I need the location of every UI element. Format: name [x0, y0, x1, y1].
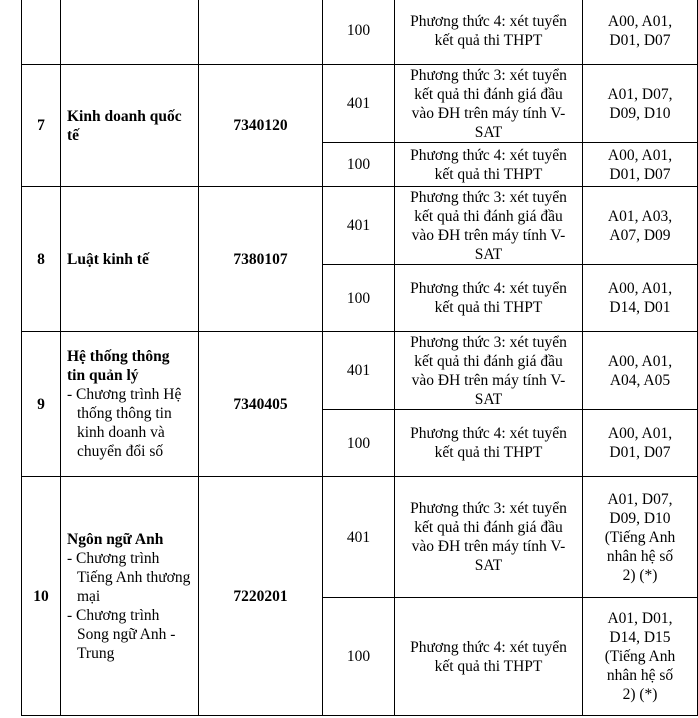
- method-desc-line: vào ĐH trên máy tính V-: [411, 371, 566, 389]
- program-line: Trung: [77, 644, 115, 662]
- method-desc-line: kết quả thi THPT: [434, 31, 543, 49]
- major-name-cell: [61, 0, 199, 65]
- stt-cell: 8: [22, 187, 61, 332]
- method-desc-line: kết quả thi THPT: [434, 165, 543, 183]
- major-code-cell: 7220201: [199, 477, 323, 716]
- method-desc-line: Phương thức 4: xét tuyển: [410, 638, 567, 656]
- combo-line: A00, A01,: [607, 425, 673, 442]
- table-row: [22, 187, 698, 265]
- method-desc-line: kết quả thi đánh giá đầu: [414, 85, 563, 103]
- method-desc-line: Phương thức 4: xét tuyển: [410, 12, 567, 30]
- combo-line: A00, A01,: [607, 352, 673, 370]
- major-name: [67, 347, 194, 385]
- method-desc-line: vào ĐH trên máy tính V-: [411, 104, 566, 122]
- method-desc-cell: [395, 598, 583, 716]
- major-name-cell: [61, 332, 199, 477]
- combo-line: D09, D10: [609, 104, 671, 122]
- method-desc-line: kết quả thi THPT: [434, 444, 543, 461]
- combo-cell: [583, 187, 698, 265]
- combo-line: 2) (*): [622, 686, 658, 703]
- major-name-cell: [61, 187, 199, 332]
- program-line: - Chương trình: [67, 606, 160, 624]
- combo-line: A04, A05: [609, 371, 671, 389]
- method-desc-line: SAT: [474, 245, 503, 263]
- method-desc-line: Phương thức 4: xét tuyển: [410, 425, 567, 442]
- combo-line: A01, A03,: [607, 207, 673, 225]
- method-desc-line: SAT: [474, 123, 503, 141]
- combo-cell: [583, 477, 698, 598]
- combo-line: D01, D07: [609, 444, 671, 461]
- stt-cell: 9: [22, 332, 61, 477]
- method-desc-cell: [395, 410, 583, 477]
- combo-line: D09, D10: [609, 509, 671, 527]
- method-code-cell: 100: [323, 143, 395, 187]
- program-line: thống thông tin: [77, 405, 172, 422]
- method-desc-line: kết quả thi đánh giá đầu: [414, 207, 563, 225]
- combo-line: D14, D01: [609, 299, 671, 316]
- combo-line: A00, A01,: [607, 12, 673, 30]
- program-line: mại: [77, 587, 101, 605]
- method-desc-line: kết quả thi THPT: [434, 657, 543, 675]
- method-desc-line: vào ĐH trên máy tính V-: [411, 226, 566, 244]
- method-desc-line: kết quả thi đánh giá đầu: [414, 352, 563, 370]
- program-item: [67, 606, 194, 663]
- combo-line: A01, D07,: [607, 490, 673, 508]
- major-name: [67, 530, 194, 549]
- program-line: - Chương trình Hệ: [67, 386, 182, 403]
- combo-cell: [583, 598, 698, 716]
- table-row: [22, 0, 698, 65]
- method-desc-cell: [395, 477, 583, 598]
- combo-line: (Tiếng Anh: [604, 528, 676, 546]
- method-code-cell: 401: [323, 332, 395, 410]
- method-desc-line: Phương thức 3: xét tuyển: [410, 500, 567, 517]
- program-line: - Chương trình: [67, 549, 160, 567]
- method-desc-cell: [395, 65, 583, 143]
- combo-line: A01, D07,: [607, 85, 673, 103]
- method-desc-line: SAT: [474, 390, 503, 408]
- combo-cell: [583, 65, 698, 143]
- major-name-line: Kinh doanh quốc: [67, 107, 182, 125]
- major-code-cell: 7340405: [199, 332, 323, 477]
- combo-cell: [583, 410, 698, 477]
- combo-line: A01, D01,: [607, 610, 673, 627]
- table-body: [22, 0, 698, 716]
- method-code-cell: 401: [323, 477, 395, 598]
- method-code-cell: 100: [323, 0, 395, 65]
- program-line: kinh doanh và: [77, 424, 165, 441]
- method-code-cell: 401: [323, 187, 395, 265]
- method-desc-cell: [395, 143, 583, 187]
- method-desc-line: Phương thức 4: xét tuyển: [410, 280, 567, 297]
- method-desc-cell: [395, 0, 583, 65]
- table-row: [22, 477, 698, 598]
- program-line: Tiếng Anh thương: [77, 568, 191, 586]
- method-desc-cell: [395, 332, 583, 410]
- combo-line: 2) (*): [622, 566, 658, 584]
- major-name-cell: [61, 65, 199, 187]
- combo-cell: [583, 265, 698, 332]
- stt-cell: 7: [22, 65, 61, 187]
- combo-line: A07, D09: [609, 226, 671, 244]
- method-code-cell: 401: [323, 65, 395, 143]
- method-code-cell: 100: [323, 265, 395, 332]
- major-name-line: Ngôn ngữ Anh: [67, 530, 164, 548]
- method-desc-line: Phương thức 4: xét tuyển: [410, 146, 567, 164]
- major-code-cell: [199, 0, 323, 65]
- method-desc-line: Phương thức 3: xét tuyển: [410, 66, 567, 84]
- combo-line: A00, A01,: [607, 146, 673, 164]
- method-code-cell: 100: [323, 598, 395, 716]
- combo-line: nhân hệ số: [606, 547, 674, 565]
- major-name: [67, 250, 194, 269]
- combo-line: (Tiếng Anh: [604, 648, 676, 665]
- combo-line: D14, D15: [609, 629, 671, 646]
- method-desc-line: kết quả thi đánh giá đầu: [414, 519, 563, 536]
- stt-cell: [22, 0, 61, 65]
- stt-cell: 10: [22, 477, 61, 716]
- program-line: chuyển đổi số: [77, 443, 164, 460]
- method-desc-line: Phương thức 3: xét tuyển: [410, 333, 567, 351]
- major-name: [67, 107, 194, 145]
- method-desc-line: SAT: [474, 557, 503, 574]
- major-name-line: tế: [67, 126, 80, 144]
- major-code-cell: 7380107: [199, 187, 323, 332]
- major-name-cell: [61, 477, 199, 716]
- method-desc-line: Phương thức 3: xét tuyển: [410, 188, 567, 206]
- method-desc-line: vào ĐH trên máy tính V-: [411, 538, 566, 555]
- method-desc-cell: [395, 265, 583, 332]
- combo-line: D01, D07: [609, 165, 671, 183]
- combo-line: nhân hệ số: [606, 667, 674, 684]
- major-name-line: tin quản lý: [67, 367, 139, 384]
- program-line: Song ngữ Anh -: [77, 625, 176, 643]
- combo-cell: [583, 0, 698, 65]
- major-code-cell: 7340120: [199, 65, 323, 187]
- combo-line: A00, A01,: [607, 280, 673, 297]
- program-item: [67, 385, 194, 461]
- table-row: [22, 65, 698, 143]
- admission-table: [21, 0, 698, 716]
- table-row: [22, 332, 698, 410]
- method-desc-line: kết quả thi THPT: [434, 299, 543, 316]
- combo-cell: [583, 143, 698, 187]
- method-code-cell: 100: [323, 410, 395, 477]
- combo-line: D01, D07: [609, 31, 671, 49]
- program-item: [67, 549, 194, 606]
- combo-cell: [583, 332, 698, 410]
- major-name-line: Luật kinh tế: [67, 250, 149, 268]
- method-desc-cell: [395, 187, 583, 265]
- major-name-line: Hệ thống thông: [67, 348, 170, 365]
